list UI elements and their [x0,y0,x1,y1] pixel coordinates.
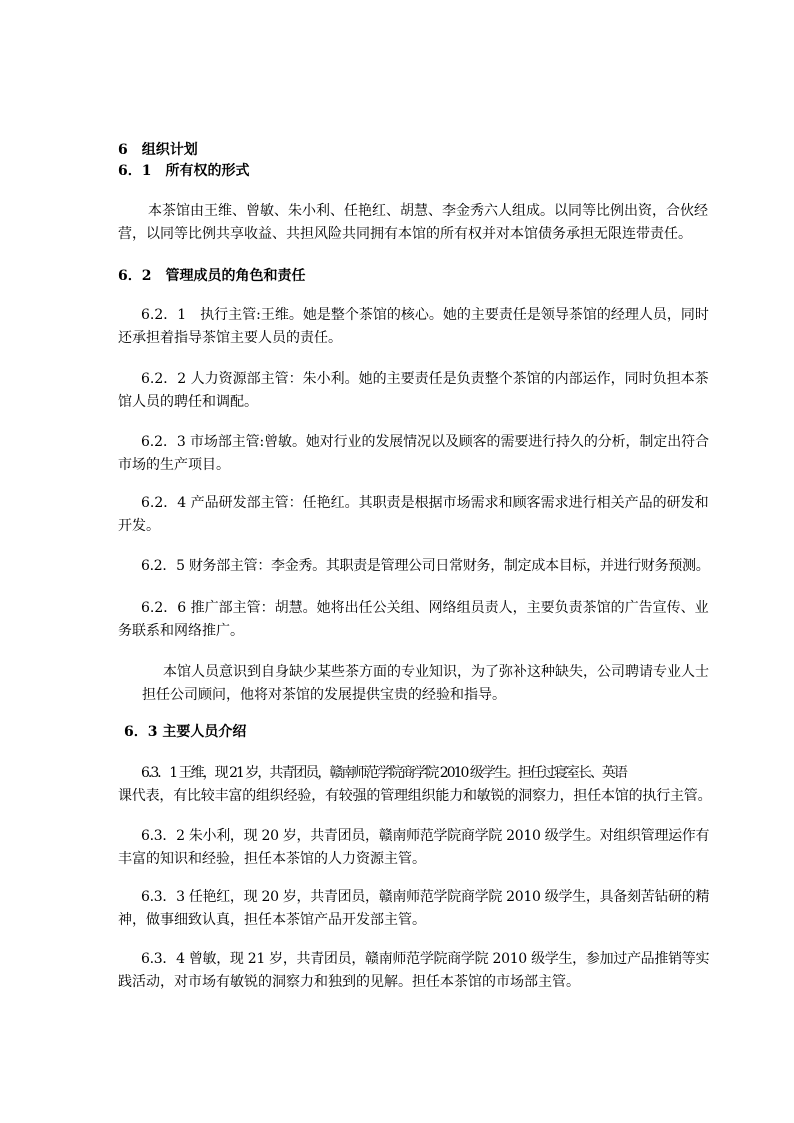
role-paragraph [118,368,709,414]
paragraph-line: 营，以同等比例共享收益、共担风险共同拥有本馆的所有权并对本馆债务承担无限连带责任。 [118,226,692,242]
role-paragraph [118,304,709,350]
subsection-heading-personnel: 6．3 主要人员介绍 [124,724,247,740]
person-paragraph [118,948,709,994]
paragraph-line: 担任公司顾问，他将对茶馆的发展提供宝贵的经验和指导。 [142,687,506,703]
person-paragraph [118,762,711,808]
role-paragraph [118,555,709,578]
paragraph-line: 务联系和网络推广。 [118,623,244,639]
paragraph-line: 6.3．4 曾敏，现 21 岁，共青团员，赣南师范学院商学院 2010 级学生，参加过产品推销等实 [141,951,710,967]
person-paragraph [118,825,709,871]
subsection-heading-roles: 6．2 管理成员的角色和责任 [118,268,306,284]
paragraph-line: 丰富的知识和经验，担任本茶馆的人力资源主管。 [118,851,426,867]
paragraph-line: 课代表，有比较丰富的组织经验，有较强的管理组织能力和敏锐的洞察力，担任本馆的执行主管。 [118,788,712,804]
paragraph-line: 还承担着指导茶馆主要人员的责任。 [118,330,342,346]
paragraph-line: 6.2．5 财务部主管：李金秀。其职责是管理公司日常财务，制定成本目标，并进行财务预测。 [141,558,710,574]
subsection-heading-ownership: 6．1 所有权的形式 [118,163,250,179]
paragraph-line: 6.2．4 产品研发部主管：任艳红。其职责是根据市场需求和顾客需求进行相关产品的研发和 [141,495,709,511]
paragraph-line: 6.2．6 推广部主管：胡慧。她将出任公关组、网络组员责人，主要负责茶馆的广告宣传、业 [141,600,709,616]
paragraph-line: 6.2．1 执行主管:王维。她是整个茶馆的核心。她的主要责任是领导茶馆的经理人员，同时 [141,307,709,323]
consultant-note-paragraph [118,661,709,707]
paragraph-line: 6.3．1 王维，现 21 岁，共青团员，赣南师范学院商学院 2010 级学生。担任过寝室长、英语 [141,765,626,781]
paragraph-line: 6.2．3 市场部主管:曾敏。她对行业的发展情况以及顾客的需要进行持久的分析，制定出符合 [141,434,709,450]
paragraph-line: 市场的生产项目。 [118,457,230,473]
paragraph-line: 本馆人员意识到自身缺少某些茶方面的专业知识，为了弥补这种缺失，公司聘请专业人士 [163,664,709,680]
paragraph-line: 开发。 [118,518,160,534]
paragraph-line: 本茶馆由王维、曾敏、朱小利、任艳红、胡慧、李金秀六人组成。以同等比例出资，合伙经 [148,203,708,219]
person-paragraph [118,886,709,932]
paragraph-line: 6.3．2 朱小利，现 20 岁，共青团员，赣南师范学院商学院 2010 级学生。对组织管理运作有 [141,828,710,844]
section-heading: 6 组织计划 [118,142,198,158]
ownership-paragraph [118,200,708,246]
role-paragraph [118,431,709,477]
paragraph-line: 6.2．2 人力资源部主管：朱小利。她的主要责任是负责整个茶馆的内部运作，同时负担本茶 [141,371,709,387]
paragraph-line: 践活动，对市场有敏锐的洞察力和独到的见解。担任本茶馆的市场部主管。 [118,974,580,990]
paragraph-line: 6.3．3 任艳红，现 20 岁，共青团员，赣南师范学院商学院 2010 级学生，具备刻苦钻研的精 [141,889,710,905]
role-paragraph [118,597,709,643]
role-paragraph [118,492,709,538]
paragraph-line: 馆人员的聘任和调配。 [118,394,258,410]
paragraph-line: 神，做事细致认真，担任本茶馆产品开发部主管。 [118,912,426,928]
